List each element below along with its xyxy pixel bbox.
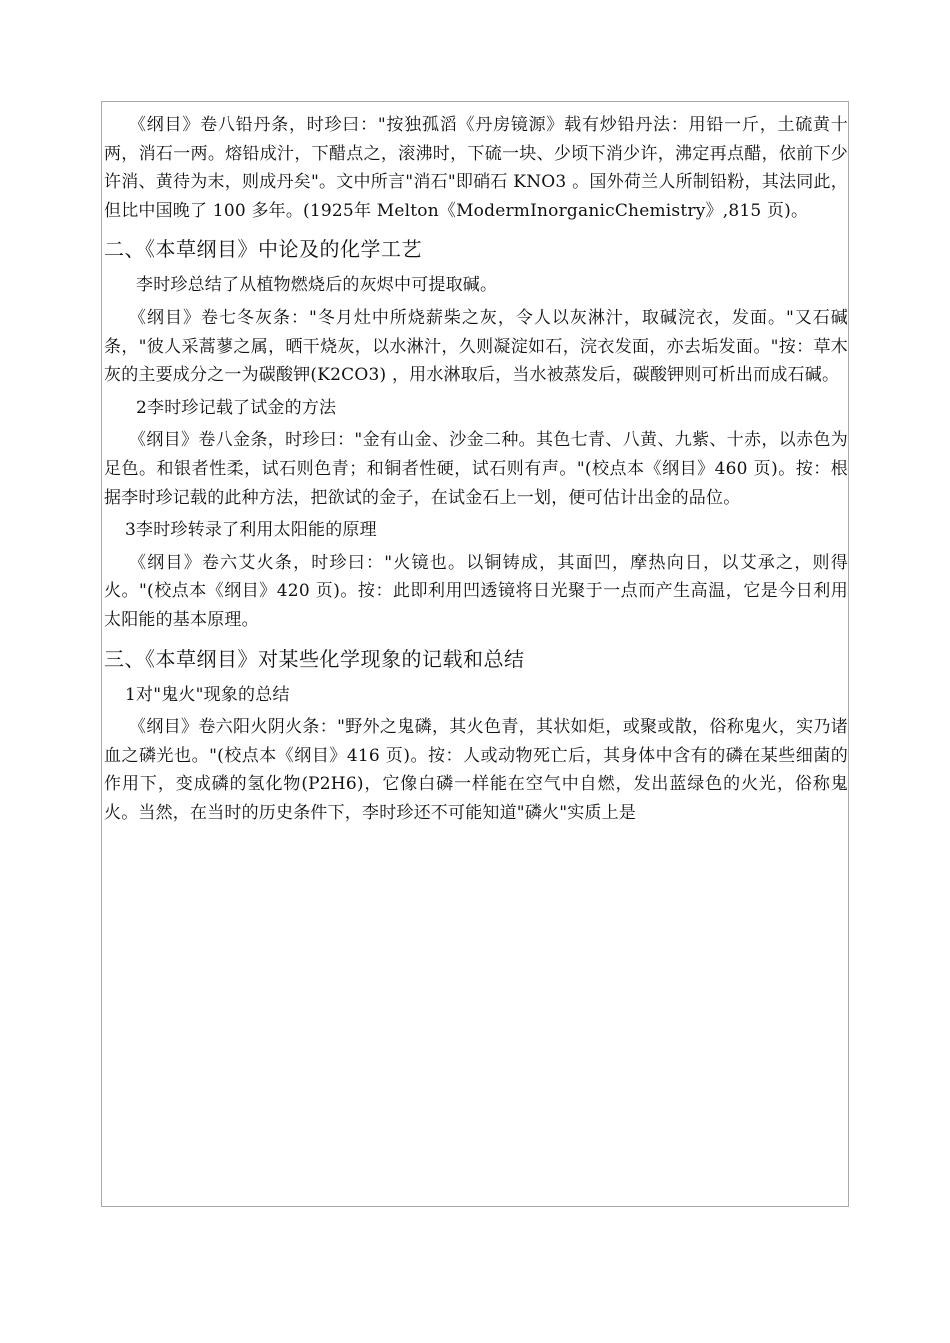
document-body [104,111,848,827]
section-heading-chemical-phenomena: 三、《本草纲目》对某些化学现象的记载和总结 [104,646,525,671]
subheading-solar-energy: 3李时珍转录了利用太阳能的原理 [125,520,377,541]
subheading-gold-testing: 2李时珍记载了试金的方法 [136,397,337,418]
paragraph-gold: 《纲目》卷八金条，时珍曰："金有山金、沙金二种。其色七青、八黄、九紫、十赤，以赤色为足色。和银者性柔，试石则色青；和铜者性硬，试石则有声。"(校点本《纲目》460 页)。按：根据李时珍记载的此种方法，把欲试的金子，在试金石上一划，便可估计出金的品位。 [104,430,848,508]
paragraph-winter-ash: 《纲目》卷七冬灰条："冬月灶中所烧薪柴之灰，令人以灰淋汁，取碱浣衣，发面。"又石碱条，"彼人采蒿蓼之属，晒干烧灰，以水淋汁，久则凝淀如石，浣衣发面，亦去垢发面。"按：草木灰的主要成分之一为碳酸钾(K2CO3) ，用水淋取后，当水被蒸发后，碳酸钾则可析出而成石碱。 [104,307,848,386]
paragraph-mugwort-fire: 《纲目》卷六艾火条，时珍曰："火镜也。以铜铸成，其面凹，摩热向日，以艾承之，则得火。"(校点本《纲目》420 页)。按：此即利用凹透镜将日光聚于一点而产生高温，它是今日利用太阳能的基本原理。 [104,552,848,630]
paragraph-ghost-phosphorus: 《纲目》卷六阳火阴火条："野外之鬼磷，其火色青，其状如炬，或聚或散，俗称鬼火，实乃诸血之磷光也。"(校点本《纲目》416 页)。按：人或动物死亡后，其身体中含有的磷在某些细菌的作用下，变成磷的氢化物(P2H6)，它像白磷一样能在空气中自燃，发出蓝绿色的火光，俗称鬼火。当然，在当时的历史条件下，李时珍还不可能知道"磷火"实质上是 [104,717,848,823]
subheading-ghost-fire: 1对"鬼火"现象的总结 [125,684,290,705]
subheading-alkali-extraction: 李时珍总结了从植物燃烧后的灰烬中可提取碱。 [136,275,498,296]
paragraph-lead-dan: 《纲目》卷八铅丹条，时珍曰："按独孤滔《丹房镜源》载有炒铅丹法：用铅一斤，土硫黄十两，消石一两。熔铅成汁，下醋点之，滚沸时，下硫一块、少顷下消少许，沸定再点醋，依前下少许消、黄待为末，则成丹矣"。文中所言"消石"即硝石 KNO3 。国外荷兰人所制铅粉，其法同此，但比中国晚了 100 多年。(1925年 Melton《ModermInorganicChemistry》,815 页)。 [104,115,848,221]
section-heading-chemical-processes: 二、《本草纲目》中论及的化学工艺 [104,237,422,262]
